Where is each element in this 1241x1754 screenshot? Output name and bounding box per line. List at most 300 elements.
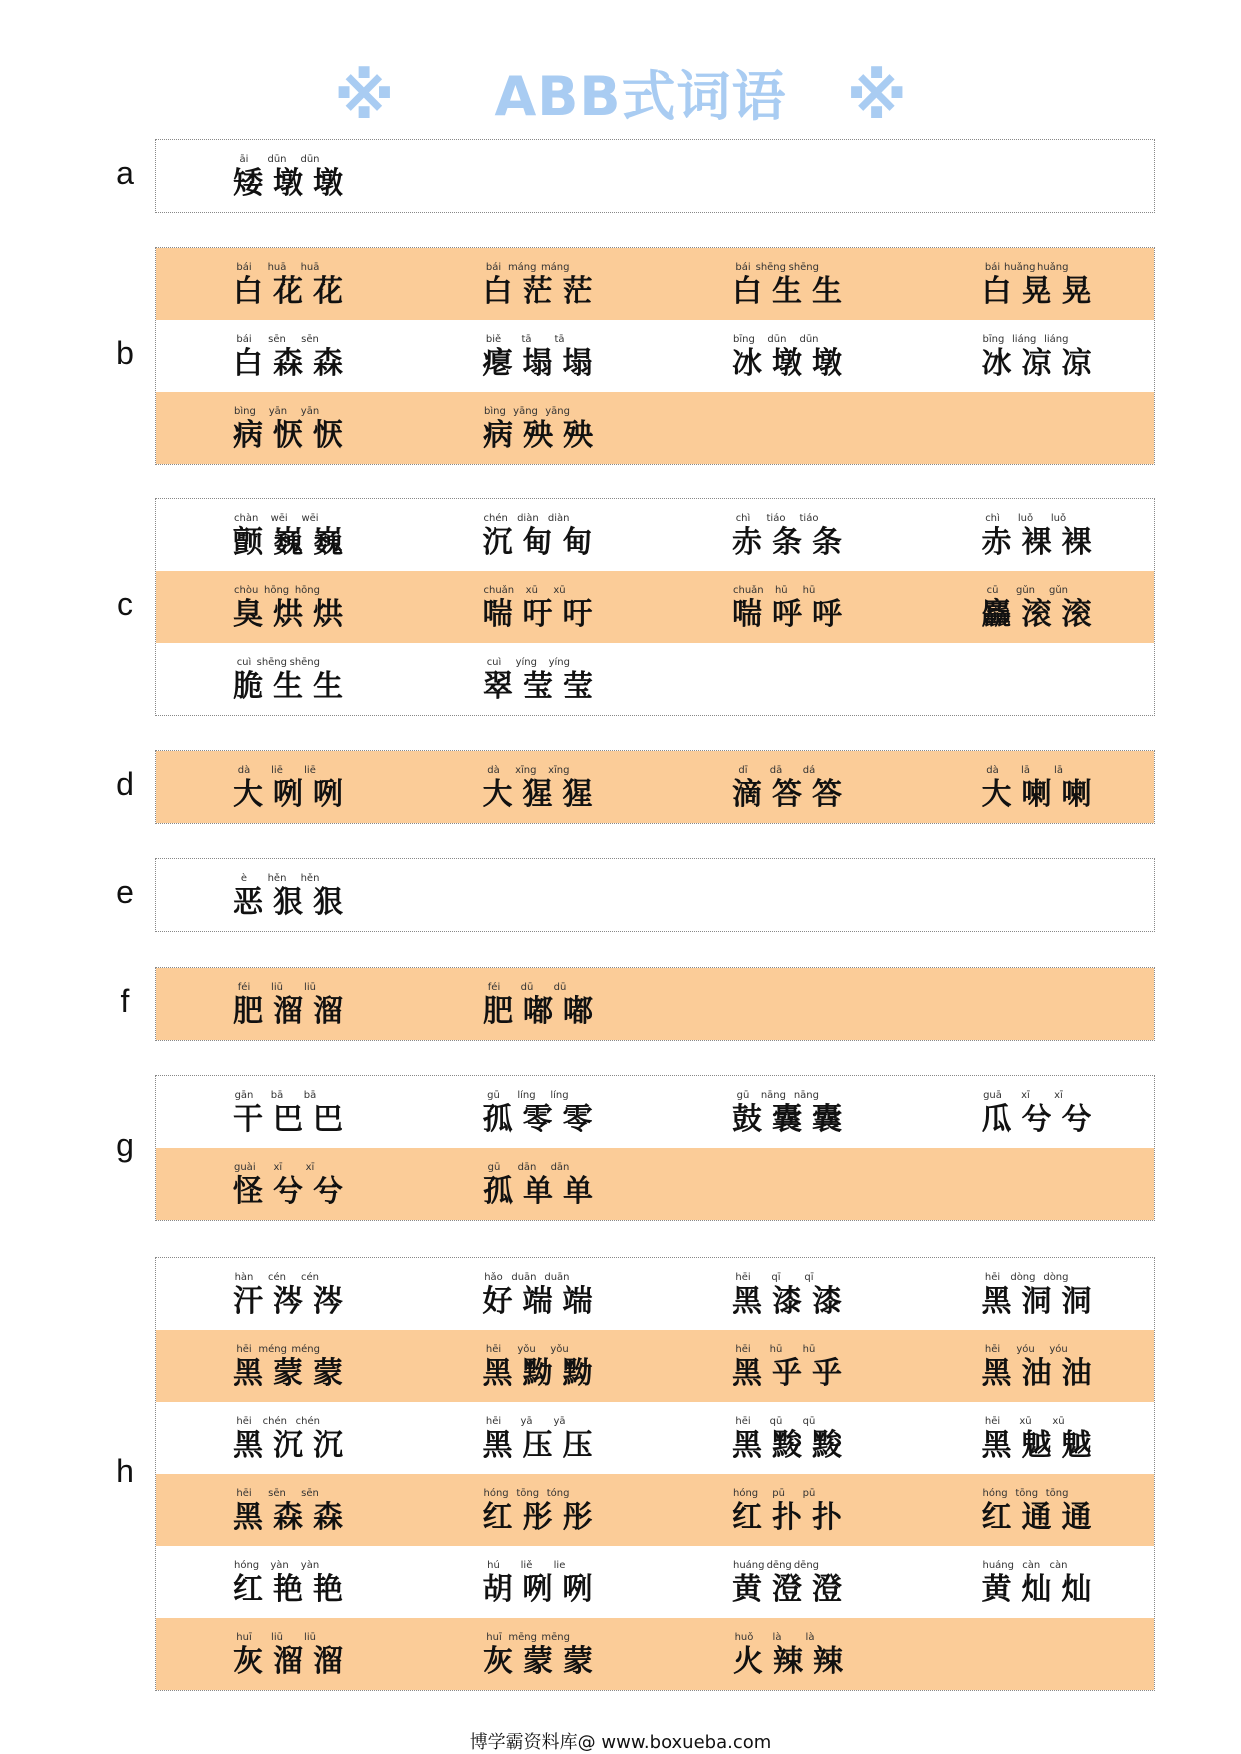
pinyin-syllable: liáng [1012, 334, 1037, 345]
pinyin-syllable: huā [300, 262, 320, 273]
pinyin-syllable: tiáo [799, 513, 819, 524]
hanzi-char: 答 [772, 777, 802, 812]
hanzi-char: 澄 [772, 1572, 802, 1607]
chinese-word [982, 1572, 1092, 1608]
pinyin-syllable: là [772, 1632, 782, 1643]
pinyin-syllable: yíng [548, 657, 570, 668]
pinyin-syllable: hēi [735, 1416, 751, 1427]
pinyin-syllable: sēn [268, 1488, 286, 1499]
chinese-word [982, 1500, 1092, 1536]
pinyin-syllable: dūn [767, 334, 787, 345]
hanzi-char: 呼 [812, 597, 842, 632]
word-cell [406, 643, 656, 715]
hanzi-char: 吁 [562, 597, 593, 632]
pinyin-syllable: hēi [735, 1344, 751, 1355]
chinese-word [732, 597, 842, 633]
hanzi-char: 呼 [772, 597, 802, 632]
word-cell [156, 1618, 406, 1690]
word-row [156, 571, 1154, 643]
word-cell [156, 1258, 406, 1330]
pinyin-syllable: huáng [982, 1560, 1014, 1571]
hanzi-char: 黑 [482, 1428, 513, 1463]
pinyin-syllable: dūn [300, 154, 320, 165]
word-row [156, 499, 1154, 571]
hanzi-char: 墩 [313, 166, 343, 201]
hanzi-char: 干 [233, 1102, 263, 1137]
pinyin-syllable: liū [271, 1632, 283, 1643]
hanzi-char: 彤 [522, 1500, 553, 1535]
section-box [155, 498, 1155, 716]
pinyin-syllable: hēi [485, 1416, 502, 1427]
hanzi-char: 狠 [273, 885, 303, 920]
word-cell [655, 1546, 905, 1618]
chinese-word [982, 274, 1092, 310]
chinese-word [233, 1500, 343, 1536]
hanzi-char: 森 [273, 346, 303, 381]
chinese-word [982, 777, 1092, 813]
hanzi-char: 孤 [483, 1174, 513, 1209]
hanzi-char: 臭 [233, 597, 263, 632]
pinyin-syllable: dū [520, 982, 534, 993]
pinyin-syllable: huī [486, 1632, 502, 1643]
hanzi-char: 猩 [522, 777, 553, 812]
pinyin-syllable: hú [487, 1560, 500, 1571]
pinyin-syllable: shēng [289, 657, 320, 668]
pinyin-syllable: líng [550, 1090, 569, 1101]
word-row [156, 320, 1154, 392]
pinyin-syllable: chì [735, 513, 751, 524]
hanzi-char: 单 [523, 1174, 553, 1209]
pinyin-syllable: máng [507, 262, 537, 273]
pinyin-syllable: hàn [234, 1272, 254, 1283]
hanzi-char: 殃 [563, 418, 593, 453]
hanzi-char: 孤 [482, 1102, 513, 1137]
pinyin-syllable: wēi [301, 513, 319, 524]
pinyin-syllable: liáng [1044, 334, 1069, 345]
hanzi-char: 魆 [1021, 1428, 1052, 1463]
pinyin-syllable: guài [234, 1162, 256, 1173]
chinese-word [233, 166, 343, 202]
pinyin-syllable: liū [304, 1632, 316, 1643]
pinyin-line [234, 262, 320, 273]
pinyin-syllable: cuì [236, 657, 252, 668]
pinyin-syllable: là [805, 1632, 815, 1643]
pinyin-line [484, 334, 570, 345]
pinyin-line [733, 1090, 819, 1101]
pinyin-syllable: yǒu [517, 1344, 536, 1355]
hanzi-char: 咧 [562, 1572, 593, 1607]
pinyin-syllable: guā [983, 1090, 1002, 1101]
pinyin-line [234, 657, 320, 668]
pinyin-syllable: dēng [766, 1560, 792, 1571]
pinyin-syllable: pū [802, 1488, 816, 1499]
hanzi-char: 兮 [1021, 1102, 1052, 1137]
hanzi-char: 黢 [772, 1428, 802, 1463]
pinyin-syllable: lie [553, 1560, 566, 1571]
pinyin-syllable: chì [985, 513, 1000, 524]
pinyin-syllable: chén [262, 1416, 287, 1427]
hanzi-char: 黑 [981, 1356, 1012, 1391]
chinese-word [233, 1644, 343, 1680]
hanzi-char: 涔 [273, 1284, 303, 1319]
word-cell [905, 1258, 1155, 1330]
hanzi-char: 端 [522, 1284, 553, 1319]
pinyin-syllable: bīng [733, 334, 755, 345]
pinyin-line [733, 334, 819, 345]
footer-watermark: 博学霸资料库@ www.boxueba.com [469, 1732, 772, 1753]
hanzi-char: 红 [732, 1500, 762, 1535]
pinyin-syllable: xī [1054, 1090, 1063, 1101]
pinyin-syllable: máng [540, 262, 570, 273]
hanzi-char: 森 [313, 1500, 343, 1535]
pinyin-syllable: diàn [517, 513, 539, 524]
hanzi-char: 黑 [233, 1500, 263, 1535]
chinese-word [233, 994, 343, 1030]
word-cell [656, 1618, 906, 1690]
pinyin-syllable: hōng [294, 585, 320, 596]
pinyin-syllable: lā [1021, 765, 1030, 776]
pinyin-syllable: gǔn [1048, 585, 1069, 596]
word-cell [156, 499, 406, 571]
pinyin-syllable: hēi [236, 1488, 252, 1499]
pinyin-syllable: huǎng [1004, 262, 1036, 273]
pinyin-line [234, 154, 320, 165]
pinyin-line [733, 262, 819, 273]
hanzi-char: 压 [522, 1428, 553, 1463]
hanzi-char: 油 [1021, 1356, 1052, 1391]
pinyin-syllable: dū [553, 982, 567, 993]
pinyin-syllable: chén [483, 513, 508, 524]
word-cell [406, 571, 656, 643]
word-cell [655, 1330, 905, 1402]
hanzi-char: 漆 [812, 1284, 842, 1319]
hanzi-char: 黑 [482, 1356, 513, 1391]
pinyin-syllable: sēn [301, 1488, 319, 1499]
chinese-word [483, 1284, 593, 1320]
chinese-word [483, 1102, 593, 1138]
word-cell [156, 140, 406, 212]
hanzi-char: 白 [233, 274, 263, 309]
chinese-word [483, 346, 593, 382]
hanzi-char: 魆 [1061, 1428, 1092, 1463]
chinese-word [233, 1102, 343, 1138]
pinyin-line [234, 1272, 320, 1283]
pinyin-syllable: dī [738, 765, 748, 776]
word-cell [406, 499, 656, 571]
pinyin-syllable: hēi [984, 1416, 1001, 1427]
pinyin-line [484, 1344, 570, 1355]
hanzi-char: 扑 [772, 1500, 802, 1535]
hanzi-char: 白 [233, 346, 263, 381]
section-letter: d [116, 766, 134, 802]
pinyin-syllable: liě [520, 1560, 533, 1571]
chinese-word [732, 1500, 842, 1536]
chinese-word [732, 1102, 842, 1138]
hanzi-char: 墩 [273, 166, 303, 201]
hanzi-char: 辣 [773, 1644, 803, 1679]
pinyin-syllable: qī [804, 1272, 814, 1283]
pinyin-syllable: shēng [788, 262, 819, 273]
pinyin-syllable: qū [802, 1416, 816, 1427]
pinyin-syllable: xū [1019, 1416, 1032, 1427]
hanzi-char: 嘟 [563, 994, 593, 1029]
word-cell [406, 1148, 656, 1220]
pinyin-line [733, 513, 819, 524]
pinyin-syllable: dá [802, 765, 816, 776]
pinyin-syllable: tā [554, 334, 565, 345]
hanzi-char: 肥 [233, 994, 263, 1029]
hanzi-char: 兮 [313, 1174, 343, 1209]
hanzi-char: 洞 [1021, 1284, 1052, 1319]
pinyin-line [484, 1090, 570, 1101]
pinyin-syllable: chàn [234, 513, 259, 524]
hanzi-char: 殃 [523, 418, 553, 453]
section-letter: a [116, 155, 134, 191]
hanzi-char: 森 [273, 1500, 303, 1535]
chinese-word [233, 1174, 343, 1210]
word-cell [406, 751, 656, 823]
pinyin-syllable: méng [258, 1344, 287, 1355]
word-cell [655, 1474, 905, 1546]
chinese-word [483, 1500, 593, 1536]
chinese-word [233, 597, 343, 633]
hanzi-char: 单 [563, 1174, 593, 1209]
hanzi-char: 烘 [273, 597, 303, 632]
pinyin-syllable: tiáo [766, 513, 786, 524]
pinyin-syllable: hū [802, 1344, 816, 1355]
pinyin-syllable: hēi [236, 1416, 252, 1427]
chinese-word [483, 418, 593, 454]
pinyin-syllable: qī [771, 1272, 781, 1283]
chinese-word [732, 1428, 842, 1464]
hanzi-char: 巴 [273, 1102, 303, 1137]
word-row [156, 1148, 1154, 1220]
pinyin-line [484, 513, 570, 524]
section-box [155, 139, 1155, 213]
hanzi-char: 溜 [313, 994, 343, 1029]
hanzi-char: 咧 [313, 777, 343, 812]
hanzi-char: 洞 [1061, 1284, 1092, 1319]
pinyin-syllable: dà [986, 765, 999, 776]
pinyin-syllable: hū [802, 585, 816, 596]
pinyin-line [484, 1560, 570, 1571]
hanzi-char: 兮 [1061, 1102, 1092, 1137]
pinyin-syllable: bā [303, 1090, 317, 1101]
hanzi-char: 恹 [313, 418, 343, 453]
pinyin-syllable: hěn [300, 873, 320, 884]
section-box [155, 750, 1155, 824]
section-box [155, 247, 1155, 465]
chinese-word [483, 597, 593, 633]
hanzi-char: 好 [482, 1284, 513, 1319]
pinyin-syllable: hū [774, 585, 788, 596]
pinyin-line [733, 1344, 819, 1355]
word-cell [406, 968, 656, 1040]
hanzi-char: 蒙 [313, 1356, 343, 1391]
pinyin-line [484, 1416, 570, 1427]
hanzi-char: 红 [233, 1572, 263, 1607]
chinese-word [982, 1284, 1092, 1320]
chinese-word [233, 1428, 343, 1464]
hanzi-char: 巍 [273, 525, 303, 560]
hanzi-char: 麤 [981, 597, 1012, 632]
word-cell [156, 320, 406, 392]
hanzi-char: 生 [313, 669, 343, 704]
hanzi-char: 灿 [1021, 1572, 1052, 1607]
section-box [155, 1257, 1155, 1691]
pinyin-syllable: gū [736, 1090, 750, 1101]
section-box [155, 858, 1155, 932]
hanzi-char: 茫 [522, 274, 553, 309]
hanzi-char: 喇 [1021, 777, 1052, 812]
word-cell [406, 1546, 656, 1618]
hanzi-char: 脆 [233, 669, 263, 704]
pinyin-syllable: bái [485, 262, 502, 273]
pinyin-syllable: āi [239, 154, 249, 165]
pinyin-syllable: duān [511, 1272, 537, 1283]
pinyin-syllable: hǎo [484, 1272, 503, 1283]
word-cell [156, 1402, 406, 1474]
hanzi-char: 零 [562, 1102, 593, 1137]
pinyin-syllable: xū [525, 585, 538, 596]
pinyin-line [234, 1488, 320, 1499]
pinyin-syllable: xī [1021, 1090, 1030, 1101]
chinese-word [483, 1174, 593, 1210]
pinyin-syllable: dà [237, 765, 251, 776]
pinyin-line [484, 1488, 570, 1499]
hanzi-char: 灰 [483, 1644, 513, 1679]
hanzi-char: 白 [482, 274, 513, 309]
pinyin-syllable: féi [237, 982, 251, 993]
hanzi-char: 黑 [981, 1284, 1012, 1319]
pinyin-syllable: hēi [236, 1344, 252, 1355]
pinyin-syllable: méng [291, 1344, 320, 1355]
pinyin-line [484, 1632, 570, 1643]
chinese-word [982, 525, 1092, 561]
pinyin-line [983, 334, 1069, 345]
pinyin-syllable: liē [271, 765, 283, 776]
word-cell [905, 248, 1155, 320]
hanzi-char: 肥 [483, 994, 513, 1029]
pinyin-line [234, 1416, 320, 1427]
chinese-word [982, 1428, 1092, 1464]
word-cell [156, 392, 406, 464]
word-row [156, 751, 1154, 823]
hanzi-char: 答 [812, 777, 842, 812]
pinyin-syllable: bái [236, 334, 252, 345]
pinyin-line [983, 1344, 1069, 1355]
chinese-word [233, 1356, 343, 1392]
chinese-word [233, 1572, 343, 1608]
hanzi-char: 囊 [812, 1102, 842, 1137]
pinyin-syllable: bìng [484, 406, 506, 417]
word-cell [406, 248, 656, 320]
pinyin-line [484, 406, 570, 417]
pinyin-syllable: mēng [508, 1632, 537, 1643]
hanzi-char: 喘 [482, 597, 513, 632]
hanzi-char: 冰 [732, 346, 762, 381]
pinyin-line [983, 1416, 1069, 1427]
pinyin-line [734, 1632, 820, 1643]
pinyin-line [983, 513, 1069, 524]
hanzi-char: 裸 [1021, 525, 1052, 560]
pinyin-line [983, 1090, 1069, 1101]
page-title [0, 62, 1241, 132]
pinyin-syllable: cuì [486, 657, 502, 668]
pinyin-syllable: hěn [267, 873, 287, 884]
word-cell [406, 1618, 656, 1690]
hanzi-char: 溜 [273, 994, 303, 1029]
hanzi-char: 灰 [233, 1644, 263, 1679]
pinyin-syllable: hēi [485, 1344, 502, 1355]
hanzi-char: 生 [273, 669, 303, 704]
chinese-word [732, 1356, 842, 1392]
pinyin-line [234, 1162, 320, 1173]
pinyin-line [484, 657, 570, 668]
hanzi-char: 条 [772, 525, 802, 560]
pinyin-syllable: pū [772, 1488, 785, 1499]
hanzi-char: 猩 [562, 777, 593, 812]
pinyin-syllable: huáng [733, 1560, 765, 1571]
word-row [156, 859, 1154, 931]
pinyin-syllable: huǎng [1037, 262, 1069, 273]
pinyin-syllable: yóu [1016, 1344, 1035, 1355]
pinyin-syllable: hóng [483, 1488, 509, 1499]
pinyin-syllable: xū [553, 585, 566, 596]
word-cell [905, 1474, 1155, 1546]
hanzi-char: 火 [733, 1644, 763, 1679]
word-row [156, 1546, 1154, 1618]
pinyin-line [733, 1488, 819, 1499]
hanzi-char: 嘟 [523, 994, 553, 1029]
pinyin-syllable: bā [270, 1090, 284, 1101]
pinyin-syllable: hóng [982, 1488, 1008, 1499]
hanzi-char: 瓜 [981, 1102, 1012, 1137]
chinese-word [982, 597, 1092, 633]
pinyin-syllable: bái [984, 262, 1001, 273]
chinese-word [732, 346, 842, 382]
word-row [156, 392, 1154, 464]
word-cell [655, 1258, 905, 1330]
pinyin-syllable: dā [769, 765, 783, 776]
pinyin-syllable: dēng [793, 1560, 819, 1571]
word-cell [406, 320, 656, 392]
hanzi-char: 凉 [1021, 346, 1052, 381]
chinese-word [733, 1644, 843, 1680]
pinyin-syllable: huī [236, 1632, 252, 1643]
pinyin-syllable: líng [517, 1090, 536, 1101]
hanzi-char: 滚 [1061, 597, 1092, 632]
hanzi-char: 白 [981, 274, 1012, 309]
hanzi-char: 大 [981, 777, 1012, 812]
chinese-word [483, 1356, 593, 1392]
hanzi-char: 沉 [273, 1428, 303, 1463]
pinyin-syllable: hóng [234, 1560, 260, 1571]
pinyin-line [234, 982, 320, 993]
pinyin-syllable: gān [234, 1090, 254, 1101]
pinyin-syllable: dà [487, 765, 500, 776]
word-cell [655, 499, 905, 571]
chinese-word [483, 669, 593, 705]
pinyin-line [484, 262, 570, 273]
hanzi-char: 涔 [313, 1284, 343, 1319]
hanzi-char: 赤 [981, 525, 1012, 560]
hanzi-char: 黄 [981, 1572, 1012, 1607]
hanzi-char: 乎 [812, 1356, 842, 1391]
chinese-word [732, 274, 842, 310]
word-row [156, 1258, 1154, 1330]
pinyin-line [733, 1560, 819, 1571]
